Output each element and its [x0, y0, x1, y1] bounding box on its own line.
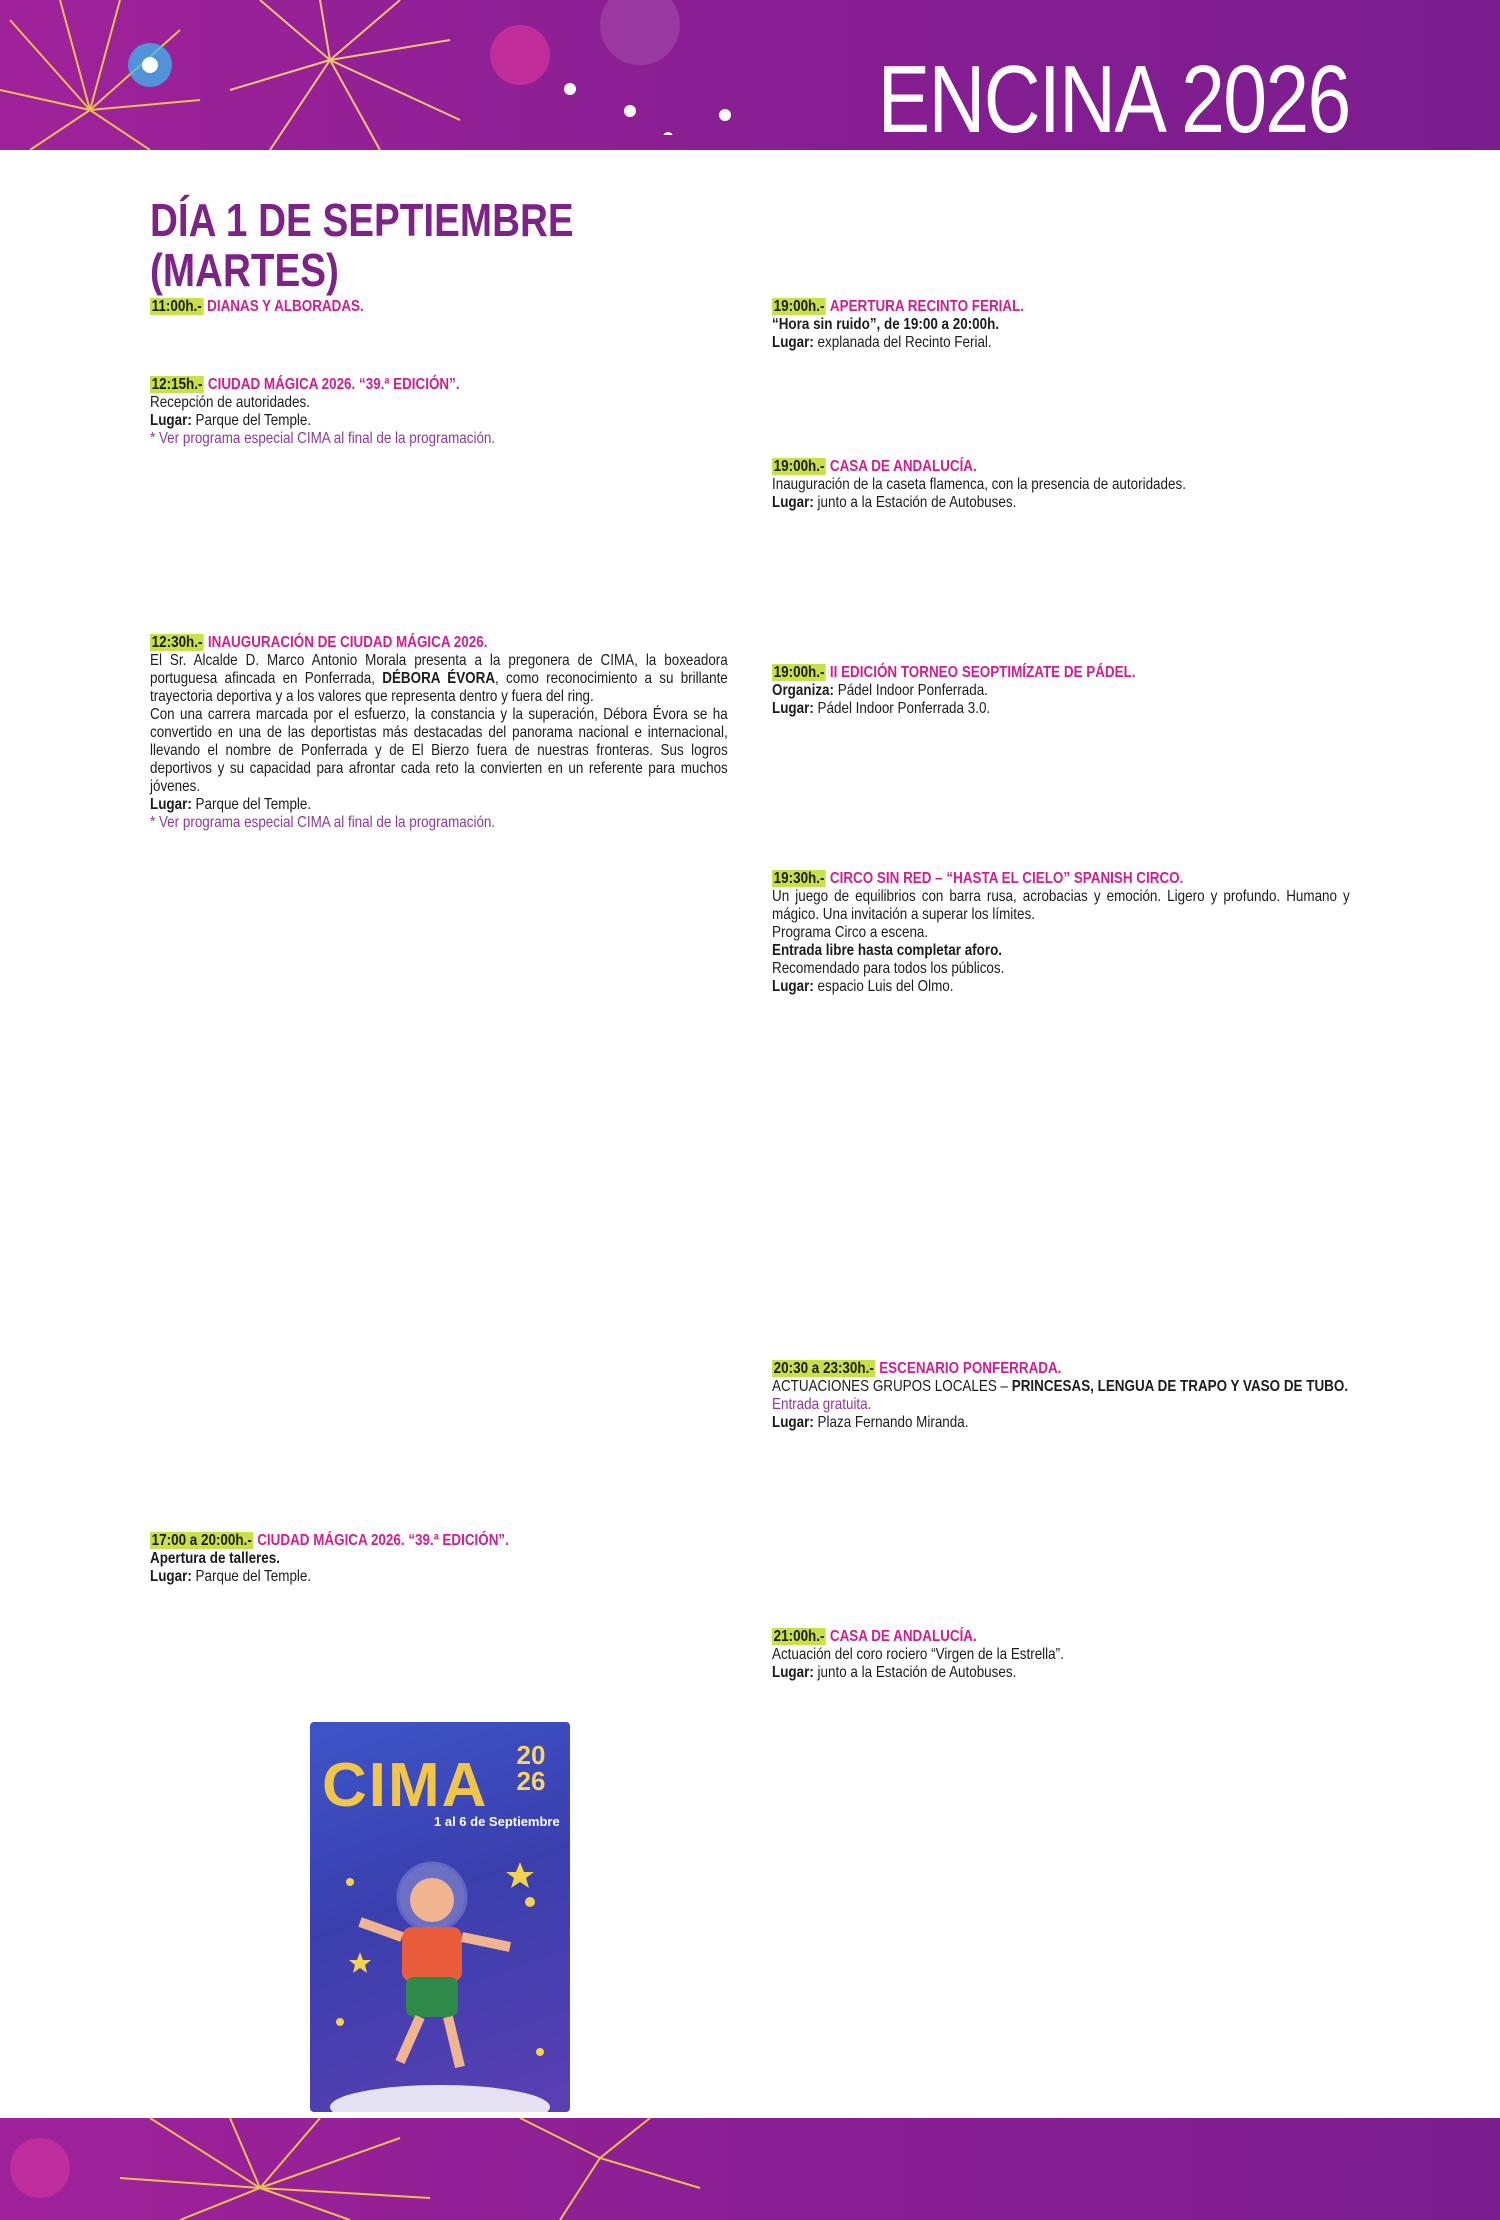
place-value: espacio Luis del Olmo. — [817, 978, 954, 995]
event-time: 21:00h.- — [773, 1628, 825, 1645]
organizer-value: Pádel Indoor Ponferrada. — [837, 682, 988, 699]
place-label: Lugar: — [772, 334, 814, 351]
event-time: 11:00h.- — [151, 298, 202, 315]
event-escenario — [772, 1360, 1350, 1432]
place-value: Parque del Temple. — [195, 1568, 312, 1585]
event-title: ESCENARIO PONFERRADA. — [879, 1360, 1062, 1377]
event-description: Actuación del coro rociero “Virgen de la Estrella”. — [772, 1646, 1064, 1663]
event-bands: PRINCESAS, LENGUA DE TRAPO Y VASO DE TUBO. — [1011, 1378, 1349, 1395]
event-description-cont: , como reconocimiento a su brillante trayectoria deportiva y a los valores que representa dentro y fuera del ring. — [150, 670, 728, 705]
footer-fireworks — [0, 2118, 1500, 2220]
place-label: Lugar: — [772, 978, 814, 995]
event-torneo-padel — [772, 664, 1350, 718]
organizer-label: Organiza: — [772, 682, 834, 699]
place-label: Lugar: — [772, 1414, 814, 1431]
day-heading — [150, 195, 738, 295]
event-entry: Entrada libre hasta completar aforo. — [772, 942, 1003, 959]
day-heading-line1: DÍA 1 DE SEPTIEMBRE — [150, 194, 574, 246]
event-talleres — [150, 1532, 728, 1586]
cima-poster — [310, 1722, 570, 2112]
event-time: 20:30 a 23:30h.- — [773, 1360, 874, 1377]
event-time: 19:00h.- — [773, 458, 825, 475]
place-label: Lugar: — [150, 412, 192, 429]
event-description: El Sr. Alcalde D. Marco Antonio Morala presenta a la pregonera de CIMA, la boxeadora portuguesa afincada en Ponferrada, — [150, 652, 728, 687]
place-value: Parque del Temple. — [195, 412, 312, 429]
place-value: Plaza Fernando Miranda. — [817, 1414, 969, 1431]
event-description: Apertura de talleres. — [150, 1550, 280, 1567]
event-title: CIRCO SIN RED – “HASTA EL CIELO” SPANISH CIRCO. — [829, 870, 1184, 887]
event-program: Programa Circo a escena. — [772, 924, 929, 941]
event-description-2: Con una carrera marcada por el esfuerzo, la constancia y la superación, Débora Évora se ha convertido en una de las deportistas más destacadas del panorama nacional e internacional, llevando el nombre de Ponferrada y de El Bierzo fuera de nuestras fronteras. Sus logros deportivos y su capacidad para afrontar cada reto la convierten en un referente para muchos jóvenes. — [150, 706, 728, 795]
event-title: CIUDAD MÁGICA 2026. “39.ª EDICIÓN”. — [207, 376, 460, 393]
event-casa-andalucia — [772, 458, 1350, 512]
place-label: Lugar: — [150, 796, 192, 813]
event-time: 12:30h.- — [151, 634, 203, 651]
place-value: junto a la Estación de Autobuses. — [817, 1664, 1017, 1681]
event-time: 19:00h.- — [773, 664, 825, 681]
place-label: Lugar: — [772, 700, 814, 717]
event-dianas — [150, 298, 728, 316]
event-description: ACTUACIONES GRUPOS LOCALES – — [772, 1378, 1009, 1395]
event-description: Un juego de equilibrios con barra rusa, acrobacias y emoción. Ligero y profundo. Humano y mágico. Una invitación a superar los límites. — [772, 888, 1350, 923]
event-inauguracion — [150, 634, 728, 832]
place-value: junto a la Estación de Autobuses. — [817, 494, 1017, 511]
event-entry: Entrada gratuita. — [772, 1396, 872, 1413]
poster-year-bottom: 26 — [516, 1766, 546, 1796]
event-recinto-ferial — [772, 298, 1350, 352]
event-ciudad-magica — [150, 376, 728, 448]
place-value: explanada del Recinto Ferial. — [817, 334, 992, 351]
event-audience: Recomendado para todos los públicos. — [772, 960, 1005, 977]
place-value: Parque del Temple. — [195, 796, 312, 813]
event-description: Inauguración de la caseta flamenca, con la presencia de autoridades. — [772, 476, 1186, 493]
event-description: Recepción de autoridades. — [150, 394, 310, 411]
event-title: INAUGURACIÓN DE CIUDAD MÁGICA 2026. — [207, 634, 488, 651]
poster-year-top: 20 — [516, 1740, 546, 1770]
event-title: CASA DE ANDALUCÍA. — [829, 1628, 977, 1645]
event-title: II EDICIÓN TORNEO SEOPTIMÍZATE DE PÁDEL. — [829, 664, 1136, 681]
event-time: 19:00h.- — [773, 298, 825, 315]
poster-dates: 1 al 6 de Septiembre — [434, 1814, 560, 1829]
event-title: DIANAS Y ALBORADAS. — [207, 298, 364, 315]
event-title: CIUDAD MÁGICA 2026. “39.ª EDICIÓN”. — [257, 1532, 509, 1549]
event-description: “Hora sin ruido”, de 19:00 a 20:00h. — [772, 316, 1000, 333]
dots-decoration — [560, 75, 740, 135]
place-label: Lugar: — [772, 494, 814, 511]
poster-title: CIMA — [322, 1751, 489, 1820]
program-note: * Ver programa especial CIMA al final de la programación. — [150, 430, 496, 447]
poster-year — [506, 1742, 556, 1794]
event-time: 17:00 a 20:00h.- — [151, 1532, 252, 1549]
program-note: * Ver programa especial CIMA al final de la programación. — [150, 814, 496, 831]
event-circo — [772, 870, 1350, 996]
footer-banner — [0, 2118, 1500, 2220]
place-label: Lugar: — [150, 1568, 192, 1585]
day-heading-line2: (MARTES) — [150, 244, 339, 296]
event-title: APERTURA RECINTO FERIAL. — [829, 298, 1025, 315]
header-banner — [0, 0, 1500, 150]
place-label: Lugar: — [772, 1664, 814, 1681]
event-coro-rociero — [772, 1628, 1350, 1682]
event-time: 19:30h.- — [773, 870, 825, 887]
page-title: ENCINA 2026 — [877, 46, 1350, 150]
place-value: Pádel Indoor Ponferrada 3.0. — [817, 700, 991, 717]
event-time: 12:15h.- — [151, 376, 203, 393]
event-title: CASA DE ANDALUCÍA. — [829, 458, 977, 475]
event-guest: DÉBORA ÉVORA — [382, 670, 496, 687]
